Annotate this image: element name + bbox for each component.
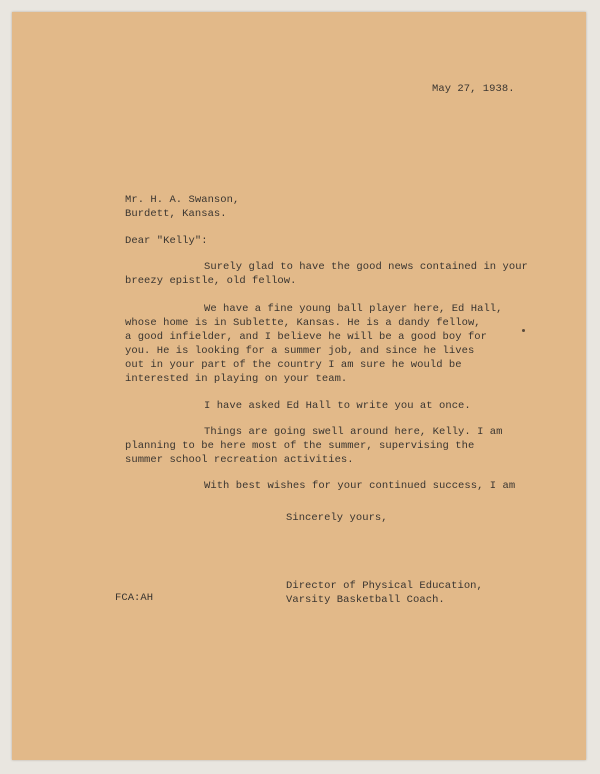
body-line: Things are going swell around here, Kelly. I am — [204, 426, 503, 438]
closing: Sincerely yours, — [286, 512, 388, 524]
body-line: interested in playing on your team. — [125, 373, 348, 385]
letter-date: May 27, 1938. — [432, 83, 515, 95]
body-line: a good infielder, and I believe he will be a good boy for — [125, 331, 488, 343]
body-line: We have a fine young ball player here, Ed Hall, — [204, 303, 503, 315]
body-line: I have asked Ed Hall to write you at once. — [204, 400, 471, 412]
paper-speck — [522, 329, 525, 332]
body-line: out in your part of the country I am sure he would be — [125, 359, 462, 371]
body-line: Surely glad to have the good news contained in your — [204, 261, 528, 273]
recipient-name: Mr. H. A. Swanson, — [125, 194, 240, 206]
body-line: breezy epistle, old fellow. — [125, 275, 297, 287]
salutation: Dear "Kelly": — [125, 235, 208, 247]
body-line: you. He is looking for a summer job, and since he lives — [125, 345, 475, 357]
body-line: planning to be here most of the summer, supervising the — [125, 440, 475, 452]
signature-title: Varsity Basketball Coach. — [286, 594, 445, 606]
recipient-location: Burdett, Kansas. — [125, 208, 227, 220]
reference-initials: FCA:AH — [115, 592, 154, 604]
letter-page — [12, 12, 586, 760]
signature-title: Director of Physical Education, — [286, 580, 483, 592]
body-line: With best wishes for your continued success, I am — [204, 480, 516, 492]
body-line: summer school recreation activities. — [125, 454, 354, 466]
body-line: whose home is in Sublette, Kansas. He is a dandy fellow, — [125, 317, 481, 329]
